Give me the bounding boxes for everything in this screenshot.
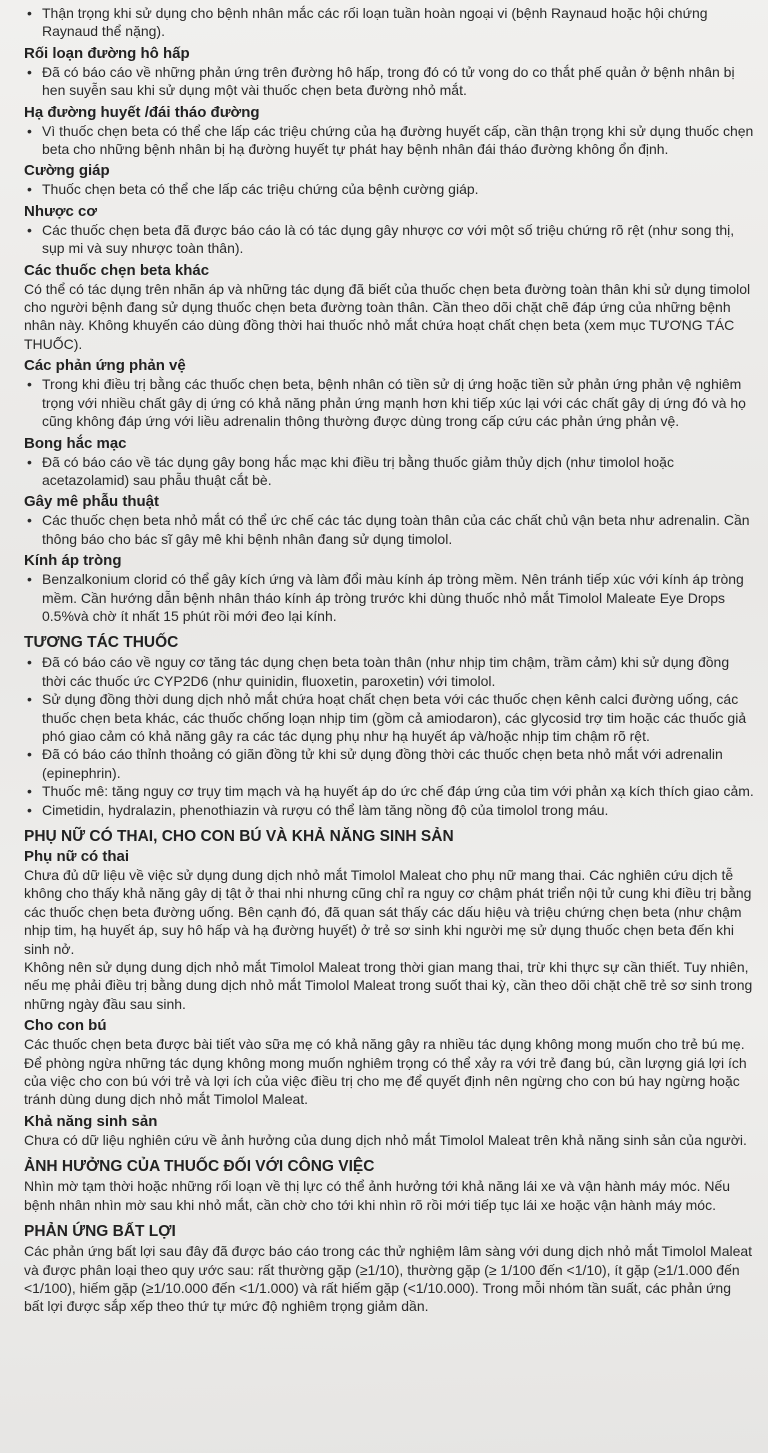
heading-adverse: PHẢN ỨNG BẤT LỢI xyxy=(24,1223,176,1241)
section-adverse xyxy=(24,1222,754,1316)
section-pregnancy xyxy=(24,827,754,1149)
heading-anesthesia: Gây mê phẫu thuật xyxy=(24,493,160,511)
raynaud-bullet: • Thận trọng khi sử dụng cho bệnh nhân mắc các rối loạn tuần hoàn ngoại vi (bệnh Raynaud hoặc hội chứng Raynaud thể nặng). xyxy=(24,4,754,41)
heading-respiratory: Rối loạn đường hô hấp xyxy=(24,44,190,62)
bullet-anesthesia: • Các thuốc chẹn beta nhỏ mắt có thể ức chế các tác dụng toàn thân của các chất chủ vận beta như adrenalin. Cần thông báo cho bác sĩ gây mê khi bệnh nhân đang sử dụng timolol. xyxy=(24,511,754,548)
bullet-hypoglycemia: • Vì thuốc chẹn beta có thể che lấp các triệu chứng của hạ đường huyết cấp, cần thận trọng khi sử dụng thuốc chẹn beta cho những bệnh nhân bị hạ đường huyết tự phát hay bệnh nhân đái tháo đường không ổn định. xyxy=(24,122,754,159)
section-hypoglycemia xyxy=(24,103,754,159)
subheading-breastfeeding: Cho con bú xyxy=(24,1017,107,1035)
bullet-respiratory: • Đã có báo cáo về những phản ứng trên đường hô hấp, trong đó có tử vong do co thắt phế quản ở bệnh nhân bị hen suyễn sau khi sử dụng một vài thuốc chẹn beta đường nhỏ mắt. xyxy=(24,63,754,100)
text-fertility: Chưa có dữ liệu nghiên cứu về ảnh hưởng của dung dịch nhỏ mắt Timolol Maleat trên khả năng sinh sản của người. xyxy=(24,1131,747,1148)
subheading-pregnant: Phụ nữ có thai xyxy=(24,848,130,865)
bullet-anaphylaxis: • Trong khi điều trị bằng các thuốc chẹn beta, bệnh nhân có tiền sử dị ứng hoặc tiền sử phản ứng phản vệ nghiêm trọng với nhiều chất gây dị ứng có khả năng phản ứng mạnh hơn khi tiếp xúc lại với các chất gây dị ứng đó và họ cũng không đáp ứng với liều adrenalin thông thường được dùng trong cấp cứu các phản ứng phản vệ. xyxy=(24,375,754,430)
bullet-interaction-2: • Sử dụng đồng thời dung dịch nhỏ mắt chứa hoạt chất chẹn beta với các thuốc chẹn kênh calci đường uống, các thuốc chẹn beta khác, các thuốc chống loạn nhịp tim (gồm cả amiodaron), các glycosid trợ tim hoặc các thuốc giả phó giao cảm có khả năng gây ra các tác dụng phụ như hạ huyết áp và/hoặc nhịp tim chậm rõ rệt. xyxy=(24,690,754,745)
text-pregnant-1: Chưa đủ dữ liệu về việc sử dụng dung dịch nhỏ mắt Timolol Maleat cho phụ nữ mang thai. Các nghiên cứu dịch tễ không cho thấy khả năng gây dị tật ở thai nhi nhưng cũng chỉ ra nguy cơ chậm phát triển nội tử cung khi điều trị bằng các thuốc chẹn beta đường uống. Bên cạnh đó, đã quan sát thấy các dấu hiệu và triệu chứng chẹn beta (như chậm nhịp tim, hạ huyết áp, suy hô hấp và hạ đường huyết) ở trẻ sơ sinh khi người mẹ sử dụng thuốc chẹn beta đến khi sinh nở. xyxy=(24,867,752,957)
bullet-interaction-5: • Cimetidin, hydralazin, phenothiazin và rượu có thể làm tăng nồng độ của timolol trong máu. xyxy=(24,801,754,819)
section-respiratory xyxy=(24,44,754,100)
section-anesthesia xyxy=(24,492,754,548)
subheading-fertility: Khả năng sinh sản xyxy=(24,1112,158,1130)
section-lens xyxy=(24,551,754,625)
bullet-thyroid: • Thuốc chẹn beta có thể che lấp các triệu chứng của bệnh cường giáp. xyxy=(24,180,754,198)
section-other-beta xyxy=(24,261,754,354)
text-driving: Nhìn mờ tạm thời hoặc những rối loạn về thị lực có thể ảnh hưởng tới khả năng lái xe và vận hành máy móc. Nếu bệnh nhân nhìn mờ sau khi nhỏ mắt, cần chờ cho tới khi nhìn rõ rồi mới tiếp tục lái xe hoặc vận hành máy móc. xyxy=(24,1178,731,1213)
heading-other-beta: Các thuốc chẹn beta khác xyxy=(24,261,210,279)
bullet-interaction-1: • Đã có báo cáo về nguy cơ tăng tác dụng chẹn beta toàn thân (như nhịp tim chậm, trầm cảm) khi sử dụng đồng thời các thuốc ức CYP2D6 (như quinidin, fluoxetin, paroxetin) với timolol. xyxy=(24,653,754,690)
text-other-beta: Có thể có tác dụng trên nhãn áp và những tác dụng đã biết của thuốc chẹn beta đường toàn thân khi sử dụng timolol cho người bệnh đang sử dụng thuốc chẹn beta đường toàn thân. Cần theo dõi chặt chẽ đáp ứng của những bệnh nhân này. Không khuyến cáo dùng đồng thời hai thuốc nhỏ mắt chứa hoạt chất chẹn beta (xem mục TƯƠNG TÁC THUỐC). xyxy=(24,280,751,352)
section-anaphylaxis xyxy=(24,356,754,430)
heading-lens: Kính áp tròng xyxy=(24,552,122,570)
heading-hypoglycemia: Hạ đường huyết /đái tháo đường xyxy=(24,103,260,121)
text-adverse: Các phản ứng bất lợi sau đây đã được báo cáo trong các thử nghiệm lâm sàng với dung dịch nhỏ mắt Timolol Maleat và được phân loại theo quy ước sau: rất thường gặp (≥1/10), thường gặp (≥ 1/100 đến <1/10), ít gặp (≥1/1.000 đến <1/100), hiếm gặp (≥1/10.000 đến <1/1.000) và rất hiếm gặp (<1/10.000). Trong mỗi nhóm tần suất, các phản ứng bất lợi được sắp xếp theo thứ tự mức độ nghiêm trọng giảm dần. xyxy=(24,1243,753,1315)
section-muscle xyxy=(24,202,754,258)
heading-choroid: Bong hắc mạc xyxy=(24,434,127,452)
bullet-choroid: • Đã có báo cáo về tác dụng gây bong hắc mạc khi điều trị bằng thuốc giảm thủy dịch (như timolol hoặc acetazolamid) sau phẫu thuật cắt bè. xyxy=(24,453,754,490)
section-interactions xyxy=(24,633,754,819)
section-thyroid xyxy=(24,161,754,198)
heading-interactions: TƯƠNG TÁC THUỐC xyxy=(24,634,179,652)
bullet-interaction-4: • Thuốc mê: tăng nguy cơ trụy tim mạch và hạ huyết áp do ức chế đáp ứng của tim với phản xạ kích thích giao cảm. xyxy=(24,782,754,800)
heading-driving: ẢNH HƯỞNG CỦA THUỐC ĐỐI VỚI CÔNG VIỆC xyxy=(24,1158,375,1176)
bullet-muscle: • Các thuốc chẹn beta đã được báo cáo là có tác dụng gây nhược cơ với một số triệu chứng rõ rệt (như song thị, sụp mi và suy nhược toàn thân). xyxy=(24,221,754,258)
heading-thyroid: Cường giáp xyxy=(24,162,110,180)
text-pregnant-2: Không nên sử dụng dung dịch nhỏ mắt Timolol Maleat trong thời gian mang thai, trừ khi thực sự cần thiết. Tuy nhiên, nếu mẹ phải điều trị bằng dung dịch nhỏ mắt Timolol Maleat trong suốt thai kỳ, cần theo dõi chặt chẽ trẻ sơ sinh trong những ngày đầu sau sinh. xyxy=(24,959,753,1012)
bullet-lens: • Benzalkonium clorid có thể gây kích ứng và làm đổi màu kính áp tròng mềm. Nên tránh tiếp xúc với kính áp tròng mềm. Cần hướng dẫn bệnh nhân tháo kính áp tròng trước khi dùng thuốc nhỏ mắt Timolol Maleate Eye Drops 0.5%và chờ ít nhất 15 phút rồi mới đeo lại kính. xyxy=(24,570,754,625)
text-breastfeeding: Các thuốc chẹn beta được bài tiết vào sữa mẹ có khả năng gây ra nhiều tác dụng không mong muốn cho trẻ bú mẹ. Để phòng ngừa những tác dụng không mong muốn nghiêm trọng có thể xảy ra với trẻ đang bú, cần lượng giá lợi ích của việc cho con bú với trẻ và lợi ích của việc điều trị cho mẹ để quyết định nên ngừng cho con bú hay ngừng hoặc tránh dùng dung dịch nhỏ mắt Timolol Maleat. xyxy=(24,1036,747,1108)
heading-anaphylaxis: Các phản ứng phản vệ xyxy=(24,357,186,375)
heading-muscle: Nhược cơ xyxy=(24,202,98,220)
heading-pregnancy: PHỤ NỮ CÓ THAI, CHO CON BÚ VÀ KHẢ NĂNG SINH SẢN xyxy=(24,828,454,845)
section-driving xyxy=(24,1157,754,1214)
section-choroid xyxy=(24,434,754,490)
bullet-interaction-3: • Đã có báo cáo thỉnh thoảng có giãn đồng tử khi sử dụng đồng thời các thuốc chẹn beta nhỏ mắt với adrenalin (epinephrin). xyxy=(24,745,754,782)
